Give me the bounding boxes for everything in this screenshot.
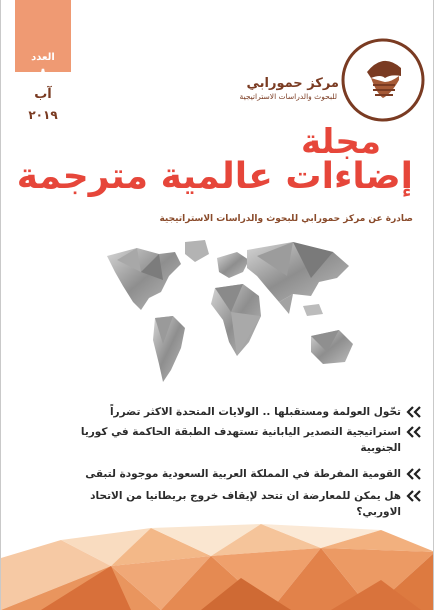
magazine-title-line2: إضاءات عالمية مترجمة — [16, 156, 413, 197]
headline-text: هل يمكن للمعارضة ان تتحد لإيقاف خروج بريطانيا من الاتحاد الاوربي؟ — [90, 490, 401, 518]
headline-item[interactable] — [61, 404, 433, 424]
double-chevron-left-icon — [405, 490, 423, 502]
double-chevron-left-icon — [405, 406, 423, 418]
publisher-name: مركز حمورابي — [246, 76, 339, 91]
headline-text: القومية المفرطة في المملكة العربية السعودية موجودة لتبقى — [85, 468, 401, 480]
double-chevron-left-icon — [405, 426, 423, 438]
publisher-tagline: للبحوث والدراسات الاستراتيجية — [239, 92, 337, 101]
issue-number: ٨ — [39, 66, 47, 81]
headline-item[interactable] — [61, 488, 433, 518]
headline-text: تحّول العولمة ومستقبلها .. الولايات المتحدة الاكثر تضرراً — [109, 406, 401, 418]
magazine-subtitle: صادرة عن مركز حمورابي للبحوث والدراسات الاستراتيجية — [159, 214, 413, 224]
decorative-lowpoly-footer — [1, 518, 434, 610]
double-chevron-left-icon — [405, 468, 423, 480]
headline-item[interactable] — [61, 466, 433, 488]
headline-list — [61, 404, 433, 518]
headline-text: استراتيجية التصدير اليابانية تستهدف الطبقة الحاكمة في كوريا الجنوبية — [80, 426, 401, 454]
magazine-title-line1: مجلة — [300, 122, 381, 162]
world-map-illustration — [97, 232, 359, 394]
issue-year: ٢٠١٩ — [28, 108, 58, 122]
headline-item[interactable] — [61, 424, 433, 466]
issue-month: آب — [34, 87, 52, 102]
issue-label: العدد — [31, 52, 55, 63]
statue-head-emblem-icon — [341, 38, 425, 122]
